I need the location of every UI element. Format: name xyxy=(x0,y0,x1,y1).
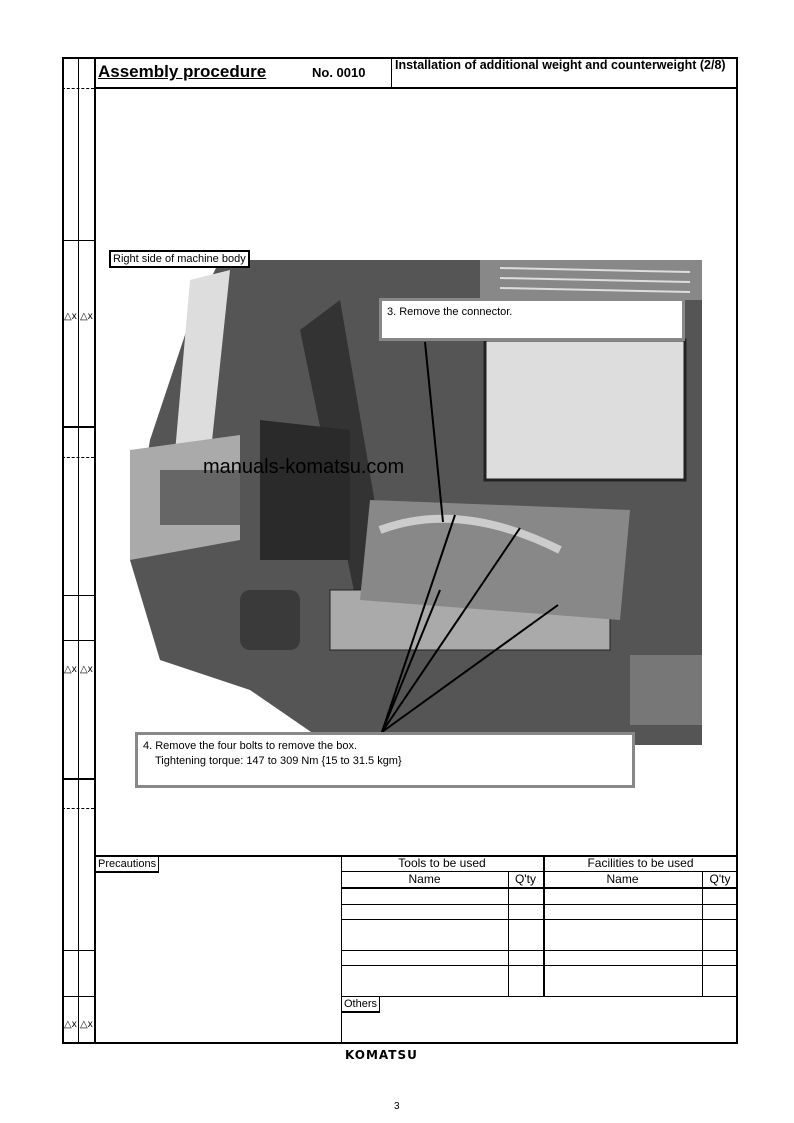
document-number: No. 0010 xyxy=(312,65,366,80)
revision-triangle-icon: △x xyxy=(80,1019,93,1030)
revision-mark: x xyxy=(71,311,77,322)
callout-step-3-text: 3. Remove the connector. xyxy=(387,306,513,318)
callout-step-4-text: 4. Remove the four bolts to remove the box. xyxy=(143,740,358,752)
watermark: manuals-komatsu.com xyxy=(203,456,405,478)
revision-triangle-icon: △x xyxy=(64,311,77,322)
tools-qty-header: Q'ty xyxy=(515,872,536,886)
revision-triangle-icon: △x xyxy=(80,311,93,322)
callout-step-4-torque: Tightening torque: 147 to 309 Nm {15 to 31.5 kgm} xyxy=(155,755,402,767)
tools-name-header: Name xyxy=(408,872,441,886)
revision-mark: x xyxy=(71,664,77,675)
callout-step-3 xyxy=(379,298,685,341)
view-label: Right side of machine body xyxy=(109,250,250,268)
revision-triangle-icon: △x xyxy=(80,664,93,675)
procedure-subject: Installation of additional weight and counterweight (2/8) xyxy=(395,58,726,72)
page-number: 3 xyxy=(394,1101,400,1112)
revision-triangle-icon: △x xyxy=(64,1019,77,1030)
revision-triangle-icon: △x xyxy=(64,664,77,675)
facilities-qty-header: Q'ty xyxy=(709,872,731,886)
revision-mark: x xyxy=(71,1019,77,1030)
revision-mark: x xyxy=(87,1019,93,1030)
revision-mark: x xyxy=(87,664,93,675)
others-label: Others xyxy=(342,997,380,1013)
revision-mark: x xyxy=(87,311,93,322)
komatsu-logo: KOMATSU xyxy=(345,1048,418,1062)
precautions-label: Precautions xyxy=(96,857,159,873)
tools-header: Tools to be used xyxy=(398,856,486,870)
facilities-name-header: Name xyxy=(606,872,639,886)
page-title: Assembly procedure xyxy=(98,62,267,81)
facilities-header: Facilities to be used xyxy=(587,856,694,870)
callout-step-4 xyxy=(135,732,635,788)
